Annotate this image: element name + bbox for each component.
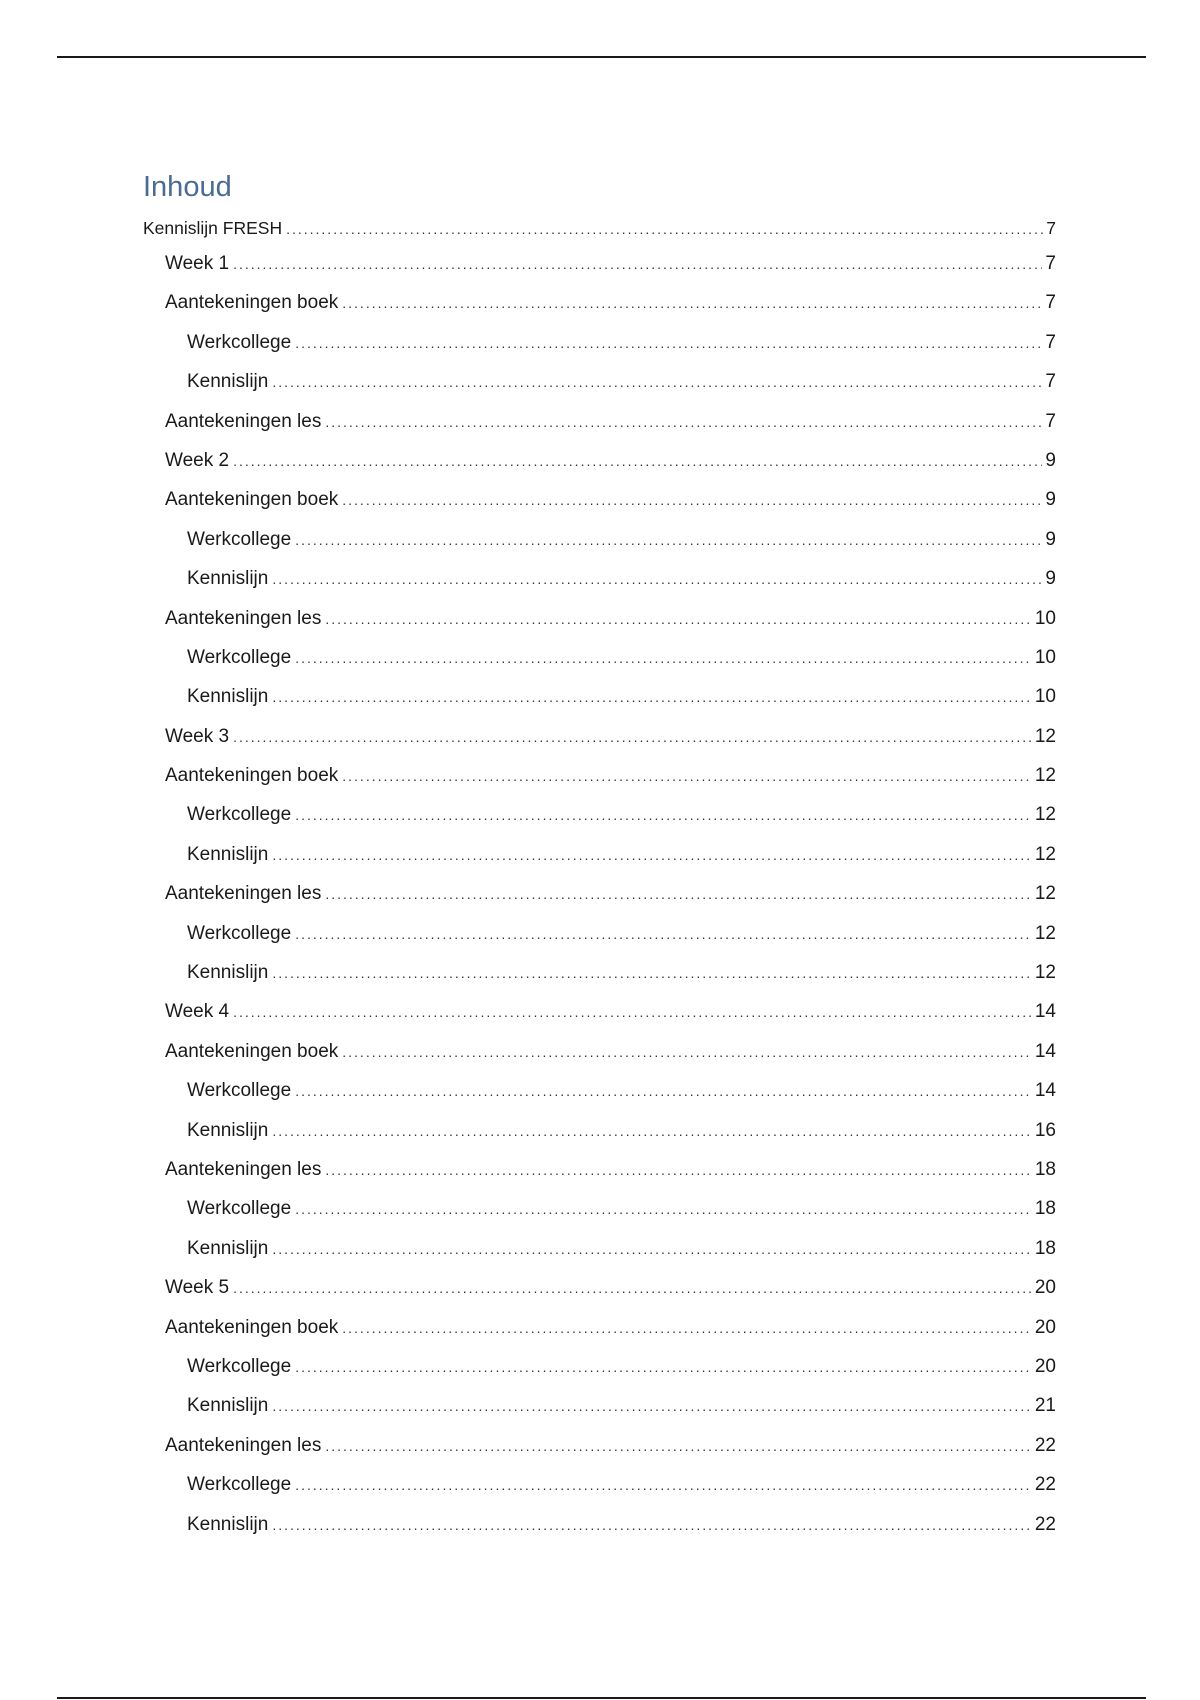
toc-entry-page: 22 <box>1034 1434 1056 1456</box>
toc-entry[interactable] <box>143 1386 1056 1425</box>
toc-entry[interactable] <box>143 1268 1056 1307</box>
toc-entry-page: 14 <box>1034 1080 1056 1102</box>
toc-entry[interactable] <box>143 677 1056 716</box>
toc-entry-page: 22 <box>1034 1513 1056 1535</box>
toc-entry[interactable] <box>143 441 1056 480</box>
toc-entry-label: Aantekeningen boek <box>165 1316 339 1338</box>
toc-entry[interactable] <box>143 520 1056 559</box>
toc-dot-leader <box>342 1033 1032 1072</box>
toc-entry-page: 20 <box>1034 1355 1056 1377</box>
toc-entry[interactable] <box>143 323 1056 362</box>
toc-dot-leader <box>272 363 1042 402</box>
toc-entry-label: Werkcollege <box>187 1355 292 1377</box>
toc-entry-page: 12 <box>1034 962 1056 984</box>
toc-entry-page: 12 <box>1034 922 1056 944</box>
toc-entry-label: Werkcollege <box>187 804 292 826</box>
toc-entry-page: 21 <box>1034 1395 1056 1417</box>
toc-entry-page: 10 <box>1034 646 1056 668</box>
toc-dot-leader <box>233 1269 1032 1308</box>
toc-entry-page: 7 <box>1045 292 1056 314</box>
toc-entry-label: Week 2 <box>165 449 230 471</box>
toc-entry-page: 10 <box>1034 607 1056 629</box>
toc-entry[interactable] <box>143 559 1056 598</box>
toc-entry[interactable] <box>143 599 1056 638</box>
toc-entry-label: Kennislijn <box>187 686 269 708</box>
toc-dot-leader <box>295 796 1032 835</box>
toc-list <box>143 212 1056 1544</box>
toc-entry-label: Kennislijn FRESH <box>143 218 283 238</box>
toc-entry[interactable] <box>143 283 1056 322</box>
toc-entry[interactable] <box>143 1189 1056 1228</box>
toc-dot-leader <box>295 324 1042 363</box>
toc-entry-label: Kennislijn <box>187 1513 269 1535</box>
toc-dot-leader <box>295 1072 1032 1111</box>
toc-entry-label: Week 4 <box>165 1001 230 1023</box>
toc-entry[interactable] <box>143 1150 1056 1189</box>
toc-entry[interactable] <box>143 717 1056 756</box>
toc-entry-label: Kennislijn <box>187 962 269 984</box>
toc-dot-leader <box>295 1348 1032 1387</box>
toc-entry-label: Werkcollege <box>187 528 292 550</box>
toc-entry-page: 14 <box>1034 1040 1056 1062</box>
toc-entry[interactable] <box>143 1071 1056 1110</box>
toc-entry-page: 7 <box>1046 218 1056 238</box>
toc-dot-leader <box>342 757 1032 796</box>
toc-dot-leader <box>325 403 1042 442</box>
toc-entry[interactable] <box>143 1347 1056 1386</box>
toc-dot-leader <box>295 915 1032 954</box>
toc-entry-label: Aantekeningen les <box>165 607 322 629</box>
toc-entry[interactable] <box>143 212 1056 244</box>
toc-entry-label: Aantekeningen boek <box>165 489 339 511</box>
toc-entry-page: 9 <box>1045 449 1056 471</box>
toc-dot-leader <box>272 560 1042 599</box>
toc-entry-page: 14 <box>1034 1001 1056 1023</box>
toc-dot-leader <box>272 1230 1032 1269</box>
toc-entry-page: 7 <box>1045 253 1056 274</box>
toc-dot-leader <box>286 213 1043 245</box>
toc-entry-label: Werkcollege <box>187 1474 292 1496</box>
toc-entry-page: 9 <box>1045 568 1056 590</box>
footer-rule <box>57 1697 1146 1699</box>
toc-entry-label: Aantekeningen boek <box>165 292 339 314</box>
toc-entry-page: 12 <box>1034 804 1056 826</box>
toc-entry[interactable] <box>143 638 1056 677</box>
toc-entry[interactable] <box>143 1032 1056 1071</box>
toc-entry-page: 12 <box>1034 843 1056 865</box>
toc-entry-label: Werkcollege <box>187 922 292 944</box>
toc-entry-label: Kennislijn <box>187 568 269 590</box>
toc-entry[interactable] <box>143 953 1056 992</box>
toc-dot-leader <box>325 875 1032 914</box>
toc-entry[interactable] <box>143 992 1056 1031</box>
toc-entry-page: 7 <box>1045 331 1056 353</box>
toc-entry-label: Kennislijn <box>187 1119 269 1141</box>
toc-dot-leader <box>272 954 1032 993</box>
toc-entry[interactable] <box>143 756 1056 795</box>
toc-entry[interactable] <box>143 402 1056 441</box>
toc-entry-label: Aantekeningen boek <box>165 1040 339 1062</box>
toc-dot-leader <box>342 1309 1032 1348</box>
toc-entry-label: Kennislijn <box>187 371 269 393</box>
toc-dot-leader <box>233 718 1032 757</box>
toc-entry-label: Kennislijn <box>187 843 269 865</box>
toc-entry-page: 12 <box>1034 883 1056 905</box>
toc-dot-leader <box>272 836 1032 875</box>
toc-entry-label: Aantekeningen les <box>165 1158 322 1180</box>
toc-dot-leader <box>233 442 1042 481</box>
toc-dot-leader <box>233 993 1032 1032</box>
toc-entry-label: Week 5 <box>165 1277 230 1299</box>
toc-dot-leader <box>295 639 1032 678</box>
toc-dot-leader <box>342 481 1042 520</box>
toc-entry-label: Aantekeningen les <box>165 883 322 905</box>
toc-entry[interactable] <box>143 914 1056 953</box>
toc-entry[interactable] <box>143 835 1056 874</box>
toc-dot-leader <box>295 1190 1032 1229</box>
toc-entry-page: 12 <box>1034 725 1056 747</box>
toc-entry-label: Werkcollege <box>187 1198 292 1220</box>
toc-entry-label: Werkcollege <box>187 1080 292 1102</box>
toc-entry[interactable] <box>143 1505 1056 1544</box>
toc-entry[interactable] <box>143 795 1056 834</box>
toc-dot-leader <box>342 284 1042 323</box>
toc-entry-page: 7 <box>1045 410 1056 432</box>
toc-entry-label: Kennislijn <box>187 1237 269 1259</box>
toc-entry-label: Kennislijn <box>187 1395 269 1417</box>
toc-entry-page: 20 <box>1034 1277 1056 1299</box>
toc-entry-page: 20 <box>1034 1316 1056 1338</box>
toc-entry-page: 9 <box>1045 528 1056 550</box>
toc-entry-page: 9 <box>1045 489 1056 511</box>
toc-entry[interactable] <box>143 1229 1056 1268</box>
toc-entry[interactable] <box>143 1426 1056 1465</box>
toc-entry-page: 18 <box>1034 1237 1056 1259</box>
toc-entry-label: Week 1 <box>165 253 230 274</box>
toc-entry[interactable] <box>143 1465 1056 1504</box>
toc-entry-page: 10 <box>1034 686 1056 708</box>
toc-dot-leader <box>272 678 1032 717</box>
toc-entry[interactable] <box>143 244 1056 283</box>
toc-dot-leader <box>272 1112 1032 1151</box>
toc-entry-page: 7 <box>1045 371 1056 393</box>
toc-entry-label: Aantekeningen les <box>165 410 322 432</box>
toc-entry-label: Werkcollege <box>187 646 292 668</box>
toc-entry-label: Week 3 <box>165 725 230 747</box>
toc-entry-label: Werkcollege <box>187 331 292 353</box>
toc-entry[interactable] <box>143 362 1056 401</box>
table-of-contents <box>143 168 1056 1544</box>
toc-entry-page: 18 <box>1034 1198 1056 1220</box>
toc-entry[interactable] <box>143 874 1056 913</box>
toc-entry-page: 18 <box>1034 1158 1056 1180</box>
toc-entry[interactable] <box>143 1111 1056 1150</box>
toc-entry-page: 22 <box>1034 1474 1056 1496</box>
toc-dot-leader <box>272 1387 1032 1426</box>
toc-dot-leader <box>325 1427 1032 1466</box>
toc-dot-leader <box>272 1506 1032 1545</box>
toc-entry[interactable] <box>143 480 1056 519</box>
header-rule <box>57 56 1146 58</box>
toc-dot-leader <box>233 245 1042 284</box>
toc-entry-page: 16 <box>1034 1119 1056 1141</box>
toc-entry-label: Aantekeningen les <box>165 1434 322 1456</box>
toc-entry-label: Aantekeningen boek <box>165 765 339 787</box>
toc-dot-leader <box>295 521 1042 560</box>
toc-title: Inhoud <box>143 171 232 203</box>
toc-entry-page: 12 <box>1034 765 1056 787</box>
toc-dot-leader <box>325 600 1032 639</box>
toc-dot-leader <box>295 1466 1032 1505</box>
toc-entry[interactable] <box>143 1308 1056 1347</box>
toc-dot-leader <box>325 1151 1032 1190</box>
